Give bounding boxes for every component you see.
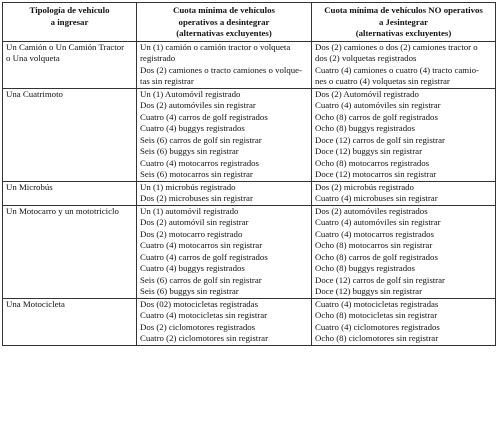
cell-line: Cuatro (4) motocicletas sin registrar [140,310,268,320]
cell-line: Doce (12) motocarros sin registrar [315,169,437,179]
cell-vehicle-type [3,181,137,205]
cell-line: Dos (2) Automóvil registrado [315,88,419,99]
cell-line: Dos (2) ciclomotores registrados [140,321,256,332]
cell-line: Doce (12) carros de golf sin registrar [315,274,445,285]
cell-line: dos (2) volquetas registrados [315,53,417,63]
table-row [3,181,496,205]
cell-non-operative-quota [312,41,496,88]
cell-line: Cuatro (4) buggys registrados [140,263,245,273]
cell-line: Cuatro (4) automóviles sin registrar [315,100,441,110]
cell-line: Cuatro (4) carros de golf registrados [140,111,268,122]
header-vehicle-type: Tipología de vehículo a ingresar [3,3,137,42]
cell-line: Una Motocicleta [6,298,65,309]
cell-line: Un (1) microbús registrado [140,181,236,192]
cell-line: Ocho (8) buggys registrados [315,123,415,133]
cell-line: Cuatro (4) motocicletas registradas [315,298,439,309]
table-body [3,41,496,345]
cell-line: Ocho (8) carros de golf registrados [315,111,438,122]
cell-line: Cuatro (4) automóviles sin registrar [315,217,441,227]
cell-line: Ocho (8) buggys registrados [315,263,415,273]
table-row [3,205,496,298]
cell-line: Un Camión o Un Camión Tractor [6,41,125,52]
cell-line: Seis (6) carros de golf sin registrar [140,274,262,285]
cell-line: Dos (2) automóvil sin registrar [140,217,249,227]
cell-non-operative-quota [312,298,496,345]
cell-line: Una Cuatrimoto [6,88,63,99]
cell-line: Doce (12) buggys sin registrar [315,286,423,296]
cell-operative-quota [137,41,312,88]
cell-line: Doce (12) carros de golf sin registrar [315,134,445,145]
cell-line: Un (1) automóvil registrado [140,205,239,216]
cell-vehicle-type [3,88,137,181]
cell-line: Ocho (8) ciclomotores sin registrar [315,333,439,343]
cell-line: Dos (2) camiones o dos (2) camiones tractor o [315,41,478,52]
cell-line: Dos (2) automóviles sin registrar [140,100,256,110]
table-row [3,41,496,88]
cell-line: Seis (6) buggys sin registrar [140,286,239,296]
cell-line: Cuatro (4) carros de golf registrados [140,251,268,262]
cell-line: tas sin registrar [140,76,194,86]
header-operative-quota: Cuota mínima de vehículos operativos a desintegrar (alternativas excluyentes) [137,3,312,42]
cell-operative-quota [137,205,312,298]
cell-line: Dos (2) motocarro registrado [140,228,243,239]
cell-line: Un Motocarro y un mototriciclo [6,205,119,216]
cell-line: Seis (6) motocarros sin registrar [140,169,253,179]
cell-line: Cuatro (4) camiones o cuatro (4) tracto camio- [315,64,479,75]
cell-operative-quota [137,88,312,181]
cell-line: Cuatro (4) buggys registrados [140,123,245,133]
cell-vehicle-type [3,205,137,298]
cell-line: Dos (2) microbús registrado [315,181,414,192]
cell-line: o Una volqueta [6,53,60,63]
header-row [3,3,496,42]
cell-line: nes o cuatro (4) volquetas sin registrar [315,76,450,86]
header-non-operative-quota: Cuota mínima de vehículos NO operativos a Jesintegrar (alternativas excluyentes) [312,3,496,42]
cell-line: Cuatro (4) motocarros registrados [140,157,259,168]
cell-line: Dos (02) motocicletas registradas [140,298,258,309]
cell-line: Seis (6) carros de golf sin registrar [140,134,262,145]
table-row [3,298,496,345]
cell-line: Cuatro (2) ciclomotores sin registrar [140,333,269,343]
cell-line: Un (1) camión o camión tractor o volqueta [140,41,291,52]
table-row [3,88,496,181]
cell-line: Cuatro (4) ciclomotores registrados [315,321,440,332]
cell-line: Ocho (8) motocarros registrados [315,157,430,168]
cell-line: Doce (12) buggys sin registrar [315,146,423,156]
cell-line: Ocho (8) carros de golf registrados [315,251,438,262]
cell-line: Ocho (8) motocarros sin registrar [315,240,433,250]
cell-non-operative-quota [312,205,496,298]
cell-non-operative-quota [312,181,496,205]
cell-line: Dos (2) automóviles registrados [315,205,428,216]
cell-line: Seis (6) buggys sin registrar [140,146,239,156]
cell-vehicle-type [3,298,137,345]
cell-line: Cuatro (4) motocarros registrados [315,228,434,239]
cell-operative-quota [137,181,312,205]
cell-line: Un Microbús [6,181,53,192]
cell-line: Cuatro (4) microbuses sin registrar [315,193,438,203]
cell-line: Ocho (8) motocicletas sin registrar [315,310,438,320]
cell-line: Dos (2) microbuses sin registrar [140,193,253,203]
cell-non-operative-quota [312,88,496,181]
cell-line: Dos (2) camiones o tracto camiones o volque- [140,64,302,75]
cell-operative-quota [137,298,312,345]
vehicle-quota-table [2,2,496,346]
cell-line: Un (1) Automóvil registrado [140,88,241,99]
cell-vehicle-type [3,41,137,88]
cell-line: registrado [140,53,176,63]
cell-line: Cuatro (4) motocarros sin registrar [140,240,263,250]
